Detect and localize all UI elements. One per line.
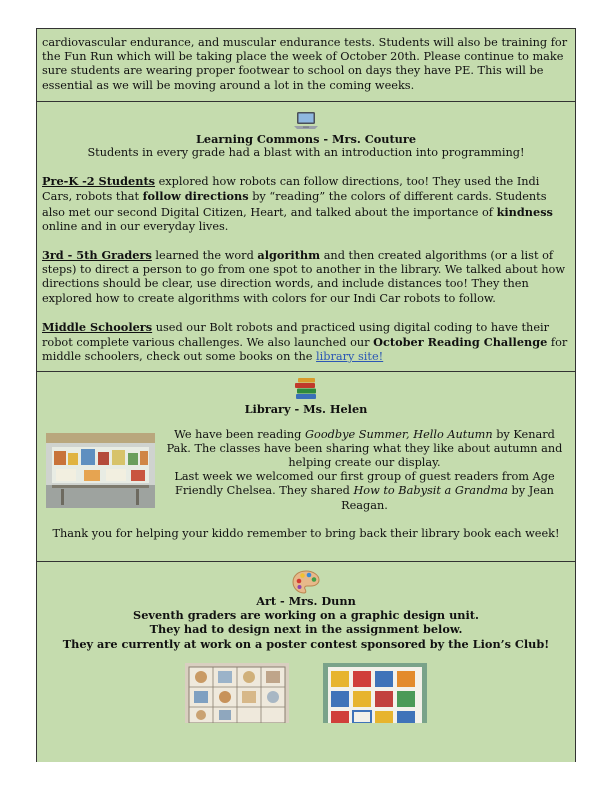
library-book-title-2: How to Babysit a Grandma [353, 484, 508, 498]
prek-text-1: explored how robots can follow directions, too! They used the Indi Cars, robots that [42, 175, 540, 204]
library-p2-b: by Jean Reagan. [341, 484, 554, 512]
art-line-1: Seventh graders are working on a graphic design unit. [133, 608, 479, 623]
library-site-link[interactable]: library site! [316, 350, 384, 364]
grades35-text-1: learned the word [151, 249, 258, 263]
grades35-bold-1: algorithm [257, 248, 321, 263]
middle-paragraph [42, 320, 570, 365]
grades35-text-2: and then created algorithms (or a list of steps) to direct a person to go from one spot to another in the library. We talked about how directions should be clear, use direction words, and include distances too! They then explored how to create algorithms with colors for our Indi Car robots to follow. [42, 249, 566, 305]
library-reminder: Thank you for helping your kiddo remember to bring back their library book each week! [52, 526, 560, 540]
learning-commons-section [37, 102, 575, 373]
pe-text: cardiovascular endurance, and muscular endurance tests. Students will also be training for the Fun Run which will be taking place the week of October 20th. Please continue to make sure students are wearing proper footwear to school on days they have PE. This will be essential as we will be moving around a lot in the coming weeks. [42, 36, 568, 92]
art-images [42, 663, 570, 727]
library-heading: Library - Ms. Helen [244, 402, 368, 417]
middle-bold-1: October Reading Challenge [373, 335, 548, 350]
art-poster-image-1 [185, 663, 289, 727]
prek-text-2: by “reading” the colors of different cards. Students also met our second Digital Citizen, Heart, and talked about the importance of [42, 190, 547, 219]
prek-bold-2: kindness [496, 204, 553, 219]
middle-text-1: used our Bolt robots and practiced using digital coding to have their robot complete various challenges. We also launched our [42, 320, 550, 350]
middle-text-2: for middle schoolers, check out some books on the [42, 336, 568, 364]
library-section [37, 372, 575, 562]
prek-paragraph [42, 174, 570, 234]
library-p2-a: Last week we welcomed our first group of guest readers from Age Friendly Chelsea. They shared [174, 470, 555, 498]
laptop-icon [42, 110, 570, 132]
library-book-title-1: Goodbye Summer, Hello Autumn [305, 427, 493, 441]
art-line-2: They had to design next in the assignment below. [149, 622, 463, 637]
prek-bold-1: follow directions [142, 189, 249, 204]
art-section [37, 562, 575, 733]
art-heading: Art - Mrs. Dunn [256, 594, 356, 609]
library-p1-b: by Kenard Pak. The classes have been sharing what they like about autumn and helping create our display. [166, 427, 563, 470]
newsletter-page [36, 28, 576, 762]
prek-text-3: online and in our everyday lives. [42, 219, 229, 233]
library-text [155, 428, 570, 513]
grades35-paragraph [42, 248, 570, 306]
library-paragraph-2 [161, 470, 568, 513]
library-paragraph-1 [161, 428, 568, 471]
library-p1-a: We have been reading [174, 427, 305, 441]
library-display-photo [46, 433, 155, 508]
library-content-row [42, 428, 570, 513]
books-icon [42, 378, 570, 402]
grades35-label: 3rd - 5th Graders [42, 248, 152, 263]
art-line-3: They are currently at work on a poster contest sponsored by the Lion’s Club! [62, 636, 550, 651]
middle-label: Middle Schoolers [42, 319, 153, 334]
learning-commons-intro: Students in every grade had a blast with an introduction into programming! [87, 146, 525, 160]
learning-commons-heading: Learning Commons - Mrs. Couture [195, 131, 417, 146]
art-poster-image-2 [323, 663, 427, 727]
palette-icon [42, 570, 570, 594]
prek-label: Pre-K -2 Students [42, 174, 156, 189]
pe-section [37, 29, 575, 102]
